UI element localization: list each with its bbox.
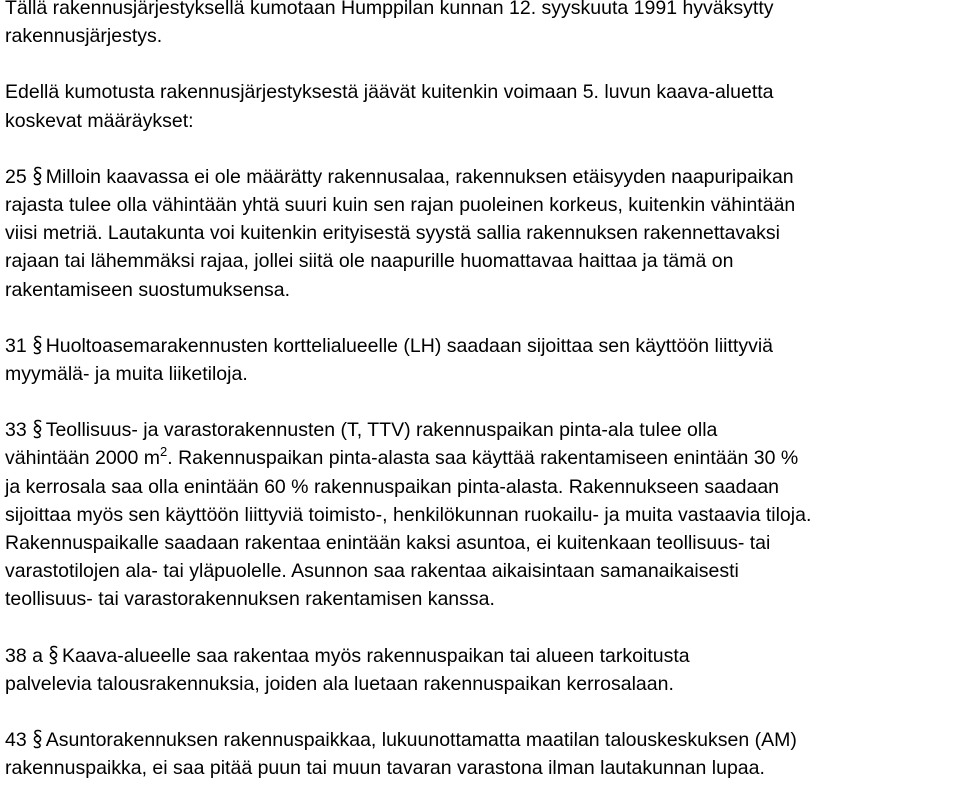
text-line: Edellä kumotusta rakennusjärjestyksestä jäävät kuitenkin voimaan 5. luvun kaava-aluetta (5, 81, 774, 104)
text-line: koskevat määräykset: (5, 109, 194, 132)
document-body (5, 0, 957, 810)
text-fragment: vähintään 2000 m (5, 447, 161, 470)
text-line: myymälä- ja muita liiketiloja. (5, 363, 248, 386)
section-sign-icon (32, 335, 43, 355)
section-number: 25 (5, 165, 27, 188)
section-number: 43 (5, 729, 27, 752)
text-line: rakennusjärjestys. (5, 25, 163, 48)
section-text: Huoltoasemarakennusten korttelialueelle (LH) saadaan sijoittaa sen käyttöön liittyviä (45, 334, 774, 357)
text-line: varastotilojen ala- tai yläpuolelle. Asunnon saa rakentaa aikaisintaan samanaikaisesti (5, 560, 739, 583)
section-number: 31 (5, 334, 27, 357)
section-31 (5, 332, 957, 388)
text-fragment: . Rakennuspaikan pinta-alasta saa käyttää rakentamiseen enintään 30 % (167, 447, 799, 470)
section-text: Milloin kaavassa ei ole määrätty rakennusalaa, rakennuksen etäisyyden naapuripaikan (45, 165, 794, 188)
text-line: ja kerrosala saa olla enintään 60 % rakennuspaikan pinta-alasta. Rakennukseen saadaan (5, 475, 780, 498)
section-25 (5, 163, 957, 304)
text-line: rakentamiseen suostumuksensa. (5, 278, 291, 301)
section-number: 38 a (5, 644, 43, 667)
text-line (5, 163, 957, 191)
section-43 (5, 726, 957, 782)
text-line: palvelevia talousrakennuksia, joiden ala luetaan rakennuspaikan kerrosalaan. (5, 672, 674, 695)
text-line (5, 726, 957, 754)
section-text: Kaava-alueelle saa rakentaa myös rakennuspaikan tai alueen tarkoitusta (61, 644, 690, 667)
text-line (5, 416, 957, 444)
section-sign-icon (32, 419, 43, 439)
text-line: rajasta tulee olla vähintään yhtä suuri kuin sen rajan puoleinen korkeus, kuitenkin vähintään (5, 194, 796, 217)
text-line: rakennuspaikka, ei saa pitää puun tai muun tavaran varastona ilman lautakunnan lupaa. (5, 757, 765, 780)
superscript-two: 2 (160, 444, 168, 460)
section-sign-icon (48, 645, 59, 665)
section-number: 33 (5, 419, 27, 442)
text-line: sijoittaa myös sen käyttöön liittyviä toimisto-, henkilökunnan ruokailu- ja muita vastaavia tiloja. (5, 503, 812, 526)
paragraph-remaining-provisions (5, 78, 957, 134)
text-line: teollisuus- tai varastorakennuksen rakentamisen kanssa. (5, 588, 495, 611)
section-text: Asuntorakennuksen rakennuspaikkaa, lukuunottamatta maatilan talouskeskuksen (AM) (45, 729, 797, 752)
text-line: viisi metriä. Lautakunta voi kuitenkin erityisestä syystä sallia rakennuksen rakennettavaksi (5, 222, 780, 245)
section-33 (5, 416, 957, 613)
text-line (5, 332, 957, 360)
section-38a (5, 642, 957, 698)
section-sign-icon (32, 729, 43, 749)
section-sign-icon (32, 166, 43, 186)
section-text: Teollisuus- ja varastorakennusten (T, TTV) rakennuspaikan pinta-ala tulee olla (45, 419, 718, 442)
text-line (5, 444, 957, 472)
text-line: rajaan tai lähemmäksi rajaa, jollei siitä ole naapurille huomattavaa haittaa ja tämä on (5, 250, 734, 273)
paragraph-repeal (5, 0, 957, 50)
text-line: Rakennuspaikalle saadaan rakentaa enintään kaksi asuntoa, ei kuitenkaan teollisuus- tai (5, 532, 771, 555)
text-line: Tällä rakennusjärjestyksellä kumotaan Humppilan kunnan 12. syyskuuta 1991 hyväksytty (5, 0, 774, 19)
text-line (5, 642, 957, 670)
